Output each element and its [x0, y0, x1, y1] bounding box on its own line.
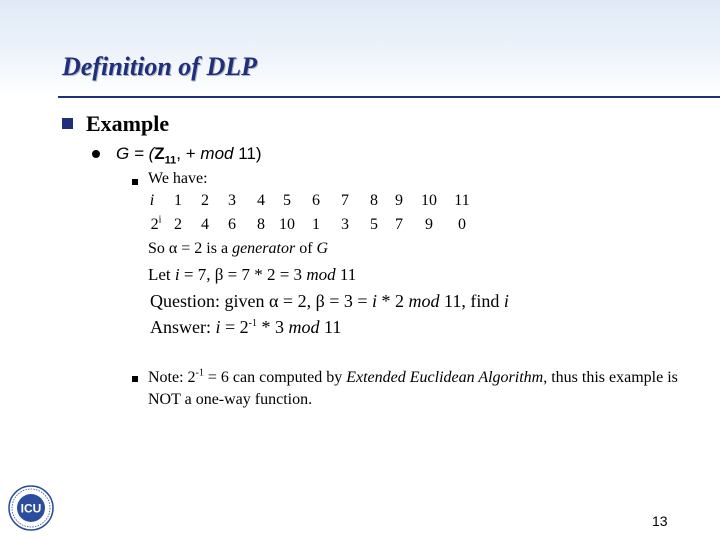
answer-sup: -1 — [248, 318, 258, 329]
bullet-dot-marker — [92, 150, 100, 158]
table-cell: 8 — [370, 192, 378, 209]
page-number: 13 — [652, 513, 668, 529]
table-cell: 6 — [312, 192, 320, 209]
table-cell: 5 — [370, 216, 378, 233]
table-cell: 3 — [228, 192, 236, 209]
generator-of: of — [295, 240, 317, 257]
note-sup: -1 — [195, 367, 204, 379]
generator-g: G — [316, 240, 329, 257]
question-text: Question: given α = 2, β = 3 = — [150, 291, 373, 311]
power-table-row-i — [144, 192, 484, 212]
answer-text: Answer: — [150, 317, 216, 337]
logo-text: ICU — [20, 501, 42, 516]
bullet-example: Example — [86, 111, 170, 136]
answer-line — [150, 317, 341, 338]
bullet-square-marker — [62, 118, 73, 129]
icu-logo — [8, 485, 54, 531]
question-find: 11, find — [439, 291, 504, 311]
let-text: Let — [148, 265, 175, 284]
table-cell: 7 — [395, 216, 403, 233]
table-cell: 5 — [283, 192, 291, 209]
note-eea: Extended Euclidean Algorithm — [346, 369, 544, 386]
table-cell: 4 — [201, 216, 209, 233]
table-cell: 1 — [312, 216, 320, 233]
group-mid: , + — [176, 144, 201, 163]
table-cell: 2 — [174, 216, 182, 233]
let-mod: mod — [306, 265, 336, 284]
group-mod: mod — [200, 144, 234, 163]
we-have-label: We have: — [148, 170, 208, 187]
table-row-label — [146, 216, 166, 234]
table-cell: 4 — [257, 192, 265, 209]
table-cell: 11 — [454, 192, 470, 209]
question-mod: mod — [408, 291, 440, 311]
answer-eq: = 2 — [220, 317, 249, 337]
table-cell: i — [149, 192, 155, 209]
answer-times: * 3 — [257, 317, 289, 337]
let-eleven: 11 — [335, 265, 357, 284]
table-cell: 1 — [174, 192, 182, 209]
title-underline — [58, 96, 720, 98]
table-row-label-sup: i — [158, 214, 162, 226]
power-table-row-2i — [144, 216, 484, 236]
answer-eleven: 11 — [319, 317, 342, 337]
note-text: Note: 2 — [148, 369, 196, 386]
table-cell: 3 — [341, 216, 349, 233]
answer-mod: mod — [288, 317, 320, 337]
note-bullet-marker — [132, 376, 138, 382]
generator-text: So α = 2 is a — [148, 240, 233, 257]
table-row-label-base: 2 — [150, 216, 159, 233]
table-cell: 9 — [395, 192, 403, 209]
let-beta: = 7, β = 7 * 2 = 3 — [179, 265, 307, 284]
question-i2: i — [503, 291, 509, 311]
question-line — [150, 291, 509, 312]
generator-line — [148, 240, 328, 258]
slide-title: Definition of DLP — [62, 52, 257, 81]
question-i: i — [372, 291, 378, 311]
question-times: * 2 — [377, 291, 409, 311]
note-paragraph — [148, 367, 688, 411]
group-prefix: G = ( — [116, 144, 155, 163]
table-cell: 10 — [279, 216, 295, 233]
table-cell: 8 — [257, 216, 265, 233]
table-cell: 7 — [341, 192, 349, 209]
table-cell: 10 — [421, 192, 437, 209]
note-text-3: , thus this example is NOT a one-way function. — [148, 369, 678, 408]
table-cell: 9 — [425, 216, 433, 233]
sub-bullet-marker — [132, 179, 138, 185]
table-cell: 0 — [458, 216, 466, 233]
note-text-2: = 6 can computed by — [203, 369, 347, 386]
group-definition — [116, 144, 262, 166]
generator-word: generator — [232, 240, 296, 257]
let-i: i — [174, 265, 180, 284]
table-cell: 6 — [228, 216, 236, 233]
table-cell: 2 — [201, 192, 209, 209]
group-z: Z — [154, 144, 165, 163]
let-line — [148, 265, 356, 285]
group-z-sub: 11 — [164, 154, 177, 167]
answer-i: i — [215, 317, 221, 337]
group-suffix: 11) — [233, 144, 262, 163]
